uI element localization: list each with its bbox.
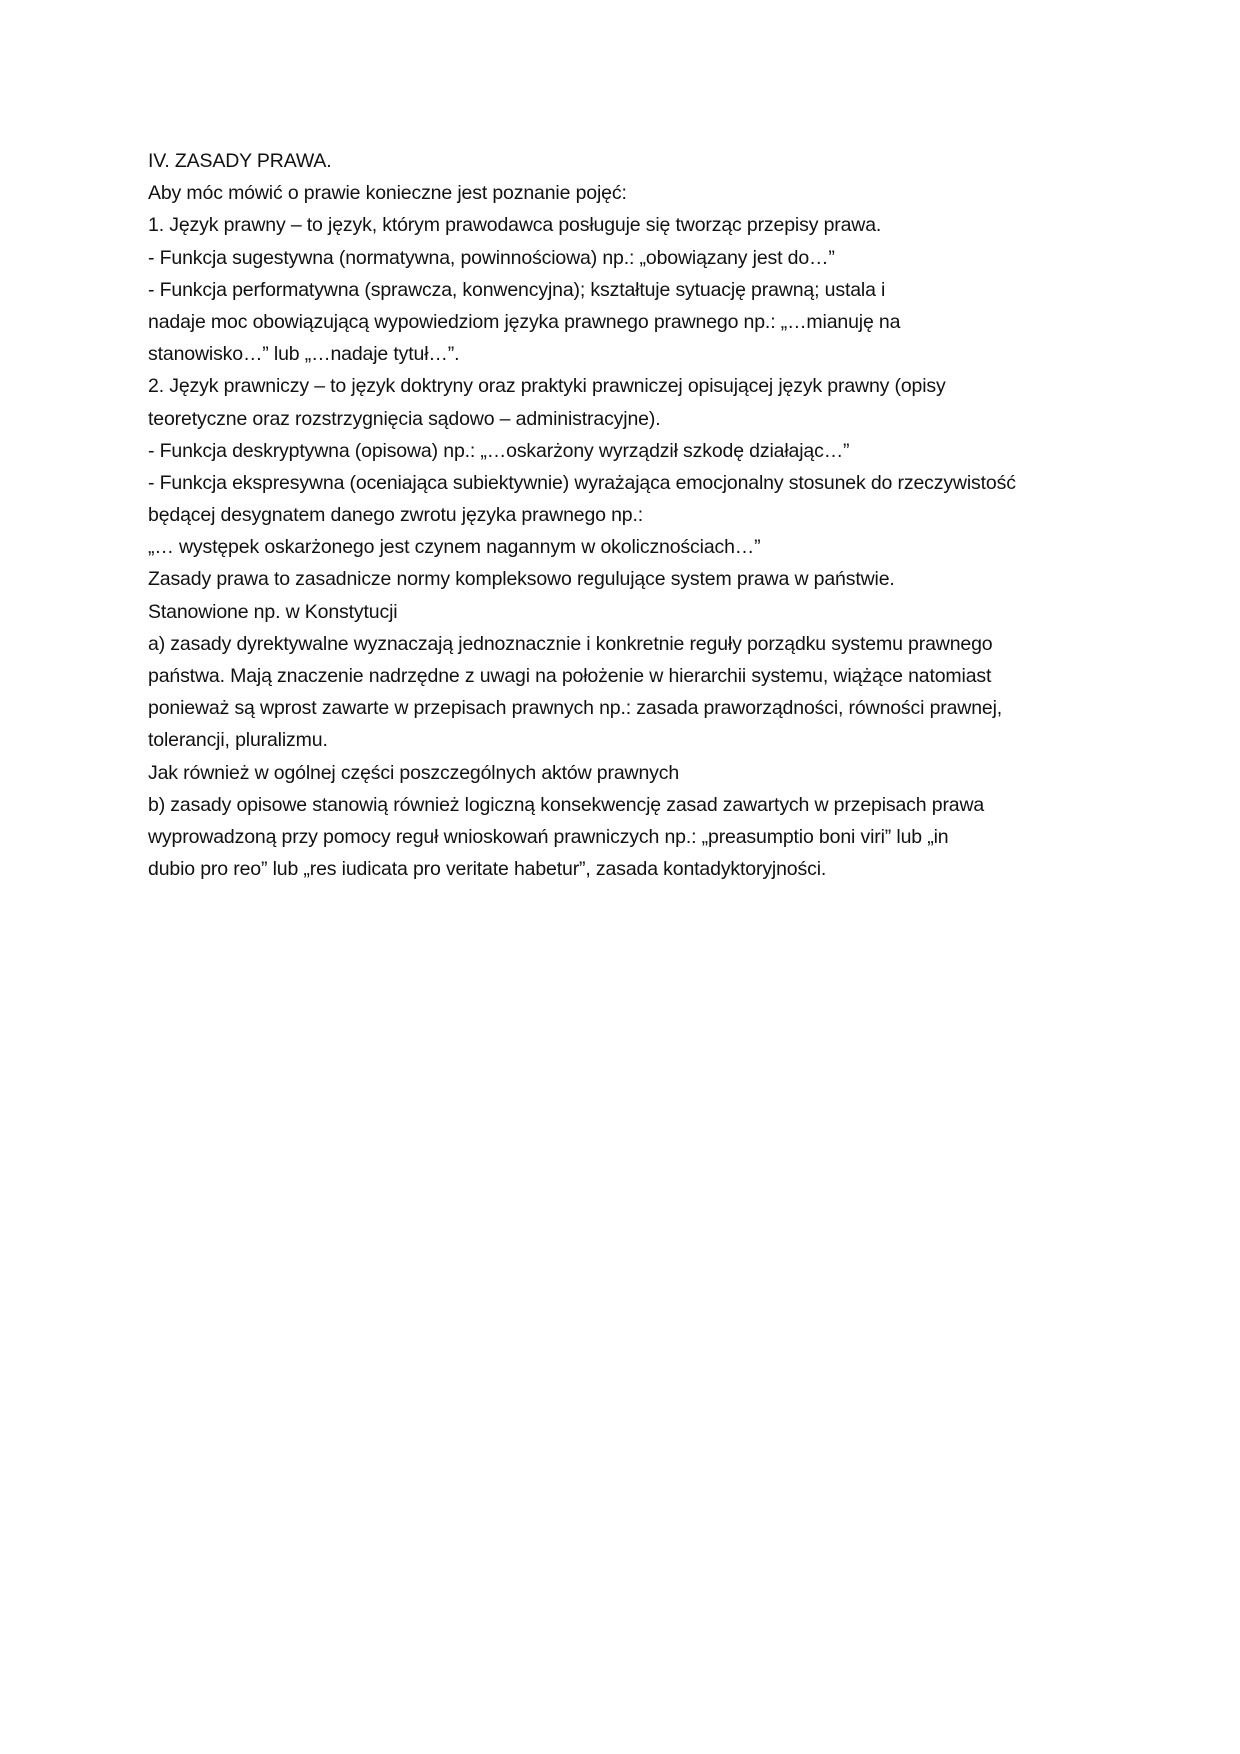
text-line: będącej desygnatem danego zwrotu języka prawnego np.: — [148, 504, 644, 527]
text-line: stanowisko…” lub „…nadaje tytuł…”. — [148, 343, 460, 366]
text-line: państwa. Mają znaczenie nadrzędne z uwagi na położenie w hierarchii systemu, wiążące natomiast — [148, 665, 992, 687]
text-line: „… występek oskarżonego jest czynem nagannym w okolicznościach…” — [148, 536, 761, 559]
text-line: 2. Język prawniczy – to język doktryny oraz praktyki prawniczej opisującej język prawny (opisy — [148, 375, 946, 398]
text-line: Jak również w ogólnej części poszczególnych aktów prawnych — [148, 761, 680, 784]
section-heading: IV. ZASADY PRAWA. — [148, 150, 332, 172]
text-line: - Funkcja ekspresywna (oceniająca subiektywnie) wyrażająca emocjonalny stosunek do rzeczywistość — [148, 471, 1016, 494]
document-body — [148, 145, 1108, 885]
text-line: Stanowione np. w Konstytucji — [148, 600, 398, 623]
text-line: - Funkcja sugestywna (normatywna, powinnościowa) np.: „obowiązany jest do…” — [148, 246, 835, 269]
text-line: 1. Język prawny – to język, którym prawodawca posługuje się tworząc przepisy prawa. — [148, 214, 882, 237]
text-line: teoretyczne oraz rozstrzygnięcia sądowo – administracyjne). — [148, 407, 661, 430]
text-line: Zasady prawa to zasadnicze normy kompleksowo regulujące system prawa w państwie. — [148, 568, 895, 591]
text-line: nadaje moc obowiązującą wypowiedziom języka prawnego prawnego np.: „…mianuję na — [148, 310, 901, 333]
text-line: b) zasady opisowe stanowią również logiczną konsekwencję zasad zawartych w przepisach prawa — [148, 793, 985, 816]
text-line: Aby móc mówić o prawie konieczne jest poznanie pojęć: — [148, 182, 627, 205]
text-line: ponieważ są wprost zawarte w przepisach prawnych np.: zasada praworządności, równości prawnej, — [148, 697, 1003, 720]
text-line: a) zasady dyrektywalne wyznaczają jednoznacznie i konkretnie reguły porządku systemu prawnego — [148, 632, 993, 655]
text-line: - Funkcja deskryptywna (opisowa) np.: „…oskarżony wyrządził szkodę działając…” — [148, 439, 850, 462]
text-line: dubio pro reo” lub „res iudicata pro veritate habetur”, zasada kontadyktoryjności. — [148, 858, 827, 881]
text-line: tolerancji, pluralizmu. — [148, 729, 328, 752]
text-line: wyprowadzoną przy pomocy reguł wnioskowań prawniczych np.: „preasumptio boni viri” lub „in — [148, 825, 949, 848]
text-line: - Funkcja performatywna (sprawcza, konwencyjna); kształtuje sytuację prawną; ustala i — [148, 278, 886, 301]
